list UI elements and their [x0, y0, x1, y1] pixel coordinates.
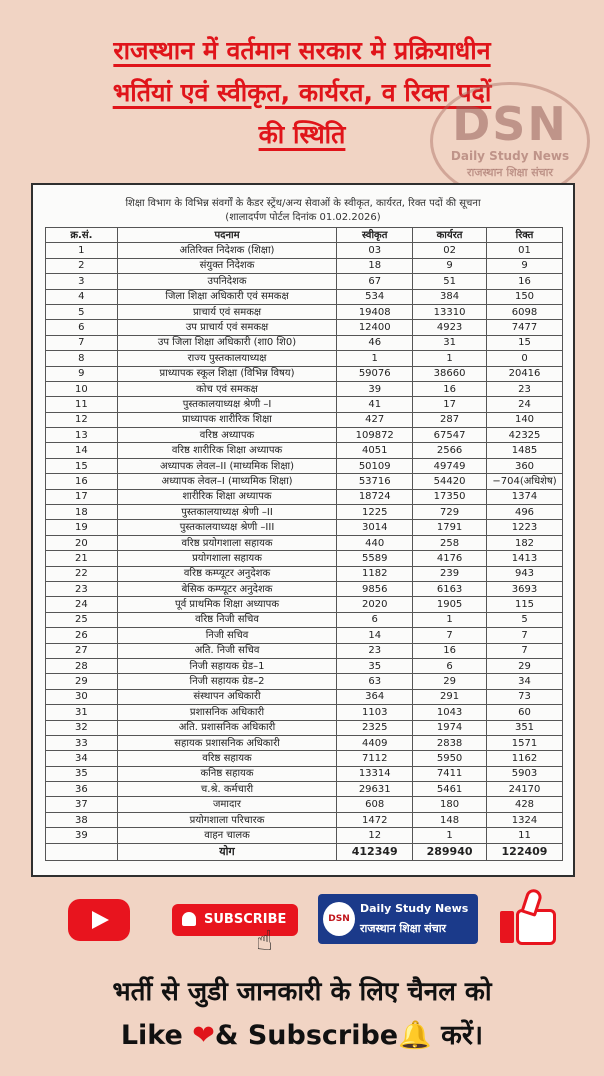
- row-working: 1974: [413, 720, 487, 735]
- row-vacant: 24170: [487, 782, 563, 797]
- row-post-name: प्रयोगशाला सहायक: [117, 551, 337, 566]
- row-vacant: 140: [487, 412, 563, 427]
- headline-line-2: भर्तियां एवं स्वीकृत, कार्यरत, व रिक्त पदों: [112, 78, 492, 107]
- row-sanctioned: 1182: [337, 566, 413, 581]
- table-row: [46, 689, 563, 704]
- row-post-name: प्राध्यापक शारीरिक शिक्षा: [117, 412, 337, 427]
- row-sanctioned: 67: [337, 274, 413, 289]
- row-vacant: 0: [487, 351, 563, 366]
- row-post-name: संयुक्त निदेशक: [117, 258, 337, 273]
- row-vacant: 11: [487, 828, 563, 843]
- row-vacant: 496: [487, 505, 563, 520]
- row-serial: 28: [46, 658, 118, 673]
- youtube-icon[interactable]: [68, 899, 130, 941]
- row-serial: 21: [46, 551, 118, 566]
- header-sanctioned: स्वीकृत: [337, 228, 413, 243]
- row-sanctioned: 1472: [337, 812, 413, 827]
- row-sanctioned: 14: [337, 628, 413, 643]
- watermark-logo: DSN: [452, 97, 568, 151]
- table-row: [46, 458, 563, 473]
- row-working: 6: [413, 658, 487, 673]
- row-working: 287: [413, 412, 487, 427]
- row-serial: 6: [46, 320, 118, 335]
- row-working: 51: [413, 274, 487, 289]
- table-row: [46, 351, 563, 366]
- watermark-name-hi: राजस्थान शिक्षा संचार: [466, 166, 554, 179]
- row-vacant: 01: [487, 243, 563, 258]
- row-working: 180: [413, 797, 487, 812]
- row-serial: 11: [46, 397, 118, 412]
- row-vacant: 351: [487, 720, 563, 735]
- total-working: 289940: [413, 843, 487, 860]
- row-sanctioned: 46: [337, 335, 413, 350]
- row-serial: 10: [46, 381, 118, 396]
- row-vacant: 24: [487, 397, 563, 412]
- row-sanctioned: 63: [337, 674, 413, 689]
- row-serial: 30: [46, 689, 118, 704]
- table-row: [46, 505, 563, 520]
- row-post-name: जमादार: [117, 797, 337, 812]
- table-row: [46, 766, 563, 781]
- row-working: 1791: [413, 520, 487, 535]
- hand-cursor-icon: ☝: [256, 924, 274, 957]
- row-vacant: 182: [487, 535, 563, 550]
- row-post-name: पुस्तकालयाध्यक्ष श्रेणी –I: [117, 397, 337, 412]
- table-row: [46, 397, 563, 412]
- bell-icon: [182, 912, 196, 926]
- row-post-name: प्रशासनिक अधिकारी: [117, 705, 337, 720]
- row-post-name: अध्यापक लेवल–II (माध्यमिक शिक्षा): [117, 458, 337, 473]
- row-serial: 16: [46, 474, 118, 489]
- row-vacant: 150: [487, 289, 563, 304]
- row-serial: 38: [46, 812, 118, 827]
- row-vacant: 3693: [487, 581, 563, 596]
- row-post-name: वरिष्ठ सहायक: [117, 751, 337, 766]
- row-working: 31: [413, 335, 487, 350]
- row-post-name: सहायक प्रशासनिक अधिकारी: [117, 735, 337, 750]
- footer-cta: [0, 972, 604, 1058]
- row-vacant: 115: [487, 597, 563, 612]
- table-row: [46, 535, 563, 550]
- row-serial: 12: [46, 412, 118, 427]
- row-working: 13310: [413, 304, 487, 319]
- row-serial: 32: [46, 720, 118, 735]
- row-vacant: 1485: [487, 443, 563, 458]
- row-vacant: 16: [487, 274, 563, 289]
- table-row: [46, 320, 563, 335]
- channel-logo: DSN: [323, 902, 355, 936]
- row-serial: 4: [46, 289, 118, 304]
- row-serial: 34: [46, 751, 118, 766]
- table-header-row: [46, 228, 563, 243]
- row-vacant: 1374: [487, 489, 563, 504]
- heart-icon: ❤: [192, 1020, 215, 1051]
- row-serial: 19: [46, 520, 118, 535]
- table-row: [46, 612, 563, 627]
- row-sanctioned: 2020: [337, 597, 413, 612]
- table-row: [46, 658, 563, 673]
- total-vacant: 122409: [487, 843, 563, 860]
- row-vacant: 60: [487, 705, 563, 720]
- row-working: 9: [413, 258, 487, 273]
- row-serial: 1: [46, 243, 118, 258]
- row-post-name: प्राध्यापक स्कूल शिक्षा (विभिन्न विषय): [117, 366, 337, 381]
- row-sanctioned: 23: [337, 643, 413, 658]
- row-sanctioned: 35: [337, 658, 413, 673]
- bell-emoji-icon: 🔔: [398, 1020, 432, 1051]
- row-working: 2566: [413, 443, 487, 458]
- row-vacant: 1223: [487, 520, 563, 535]
- row-sanctioned: 59076: [337, 366, 413, 381]
- table-row: [46, 520, 563, 535]
- row-sanctioned: 2325: [337, 720, 413, 735]
- table-row: [46, 674, 563, 689]
- row-working: 29: [413, 674, 487, 689]
- vacancy-table: [45, 227, 563, 861]
- row-sanctioned: 534: [337, 289, 413, 304]
- row-serial: 25: [46, 612, 118, 627]
- vacancy-document: [31, 183, 575, 877]
- row-post-name: वरिष्ठ प्रयोगशाला सहायक: [117, 535, 337, 550]
- table-row: [46, 412, 563, 427]
- channel-name-hi: राजस्थान शिक्षा संचार: [360, 922, 447, 935]
- row-vacant: 9: [487, 258, 563, 273]
- row-vacant: 7477: [487, 320, 563, 335]
- row-vacant: 5: [487, 612, 563, 627]
- document-title-line-1: शिक्षा विभाग के विभिन्न संवर्गों के कैडर स्ट्रेंथ/अन्य सेवाओं के स्वीकृत, कार्यरत, रिक्त पदों की सूचना: [125, 198, 481, 209]
- row-post-name: राज्य पुस्तकालयाध्यक्ष: [117, 351, 337, 366]
- row-working: 38660: [413, 366, 487, 381]
- row-vacant: 360: [487, 458, 563, 473]
- table-row: [46, 243, 563, 258]
- row-working: 729: [413, 505, 487, 520]
- table-row: [46, 274, 563, 289]
- row-working: 4923: [413, 320, 487, 335]
- row-working: 1: [413, 351, 487, 366]
- table-row: [46, 335, 563, 350]
- row-sanctioned: 12: [337, 828, 413, 843]
- row-working: 16: [413, 643, 487, 658]
- row-sanctioned: 364: [337, 689, 413, 704]
- row-sanctioned: 1103: [337, 705, 413, 720]
- row-post-name: अध्यापक लेवल–I (माध्यमिक शिक्षा): [117, 474, 337, 489]
- row-sanctioned: 1225: [337, 505, 413, 520]
- table-row: [46, 628, 563, 643]
- row-sanctioned: 109872: [337, 428, 413, 443]
- table-row: [46, 828, 563, 843]
- row-serial: 33: [46, 735, 118, 750]
- row-working: 17350: [413, 489, 487, 504]
- row-post-name: शारीरिक शिक्षा अध्यापक: [117, 489, 337, 504]
- row-vacant: −704(अधिशेष): [487, 474, 563, 489]
- row-sanctioned: 18724: [337, 489, 413, 504]
- row-vacant: 7: [487, 643, 563, 658]
- row-sanctioned: 7112: [337, 751, 413, 766]
- row-post-name: उप जिला शिक्षा अधिकारी (शा0 शि0): [117, 335, 337, 350]
- row-working: 1: [413, 828, 487, 843]
- row-working: 7: [413, 628, 487, 643]
- document-title: [45, 197, 561, 225]
- row-post-name: पूर्व प्राथमिक शिक्षा अध्यापक: [117, 597, 337, 612]
- row-serial: 31: [46, 705, 118, 720]
- row-working: 67547: [413, 428, 487, 443]
- row-sanctioned: 4051: [337, 443, 413, 458]
- table-row: [46, 797, 563, 812]
- row-sanctioned: 39: [337, 381, 413, 396]
- row-working: 6163: [413, 581, 487, 596]
- footer-line-2: [0, 1014, 604, 1058]
- row-post-name: कनिष्ठ सहायक: [117, 766, 337, 781]
- row-serial: 26: [46, 628, 118, 643]
- subscribe-label: SUBSCRIBE: [204, 912, 287, 927]
- row-working: 02: [413, 243, 487, 258]
- row-sanctioned: 6: [337, 612, 413, 627]
- table-row: [46, 705, 563, 720]
- social-icon-row: [0, 885, 604, 955]
- headline-line-3: की स्थिति: [258, 120, 346, 149]
- thumbs-up-icon[interactable]: [500, 889, 560, 947]
- table-row: [46, 812, 563, 827]
- row-vacant: 15: [487, 335, 563, 350]
- row-serial: 7: [46, 335, 118, 350]
- row-post-name: जिला शिक्षा अधिकारी एवं समकक्ष: [117, 289, 337, 304]
- row-post-name: पुस्तकालयाध्यक्ष श्रेणी –II: [117, 505, 337, 520]
- row-working: 1: [413, 612, 487, 627]
- row-serial: 29: [46, 674, 118, 689]
- table-row: [46, 443, 563, 458]
- row-serial: 37: [46, 797, 118, 812]
- row-sanctioned: 9856: [337, 581, 413, 596]
- row-working: 291: [413, 689, 487, 704]
- subscribe-text: & Subscribe: [214, 1020, 399, 1051]
- row-post-name: वरिष्ठ निजी सचिव: [117, 612, 337, 627]
- total-serial-cell: [46, 843, 118, 860]
- row-working: 1043: [413, 705, 487, 720]
- table-row: [46, 735, 563, 750]
- row-post-name: वरिष्ठ कम्प्यूटर अनुदेशक: [117, 566, 337, 581]
- row-sanctioned: 03: [337, 243, 413, 258]
- table-body: [46, 243, 563, 843]
- table-row: [46, 720, 563, 735]
- total-label: योग: [117, 843, 337, 860]
- row-sanctioned: 50109: [337, 458, 413, 473]
- row-vacant: 1413: [487, 551, 563, 566]
- row-sanctioned: 13314: [337, 766, 413, 781]
- row-post-name: कोच एवं समकक्ष: [117, 381, 337, 396]
- row-sanctioned: 19408: [337, 304, 413, 319]
- document-title-line-2: (शालादर्पण पोर्टल दिनांक 01.02.2026): [225, 212, 381, 223]
- row-serial: 20: [46, 535, 118, 550]
- row-serial: 8: [46, 351, 118, 366]
- row-serial: 2: [46, 258, 118, 273]
- row-working: 4176: [413, 551, 487, 566]
- row-post-name: उपनिदेशक: [117, 274, 337, 289]
- row-post-name: प्रयोगशाला परिचारक: [117, 812, 337, 827]
- row-serial: 35: [46, 766, 118, 781]
- table-total-row: [46, 843, 563, 860]
- row-post-name: प्राचार्य एवं समकक्ष: [117, 304, 337, 319]
- channel-name-en: Daily Study News: [360, 902, 469, 915]
- row-serial: 23: [46, 581, 118, 596]
- footer-line-1: भर्ती से जुडी जानकारी के लिए चैनल को: [112, 977, 492, 1007]
- header-serial: क्र.सं.: [46, 228, 118, 243]
- row-serial: 13: [46, 428, 118, 443]
- table-row: [46, 289, 563, 304]
- row-working: 148: [413, 812, 487, 827]
- row-sanctioned: 3014: [337, 520, 413, 535]
- table-row: [46, 643, 563, 658]
- row-working: 2838: [413, 735, 487, 750]
- row-sanctioned: 12400: [337, 320, 413, 335]
- header-post-name: पदनाम: [117, 228, 337, 243]
- row-working: 5461: [413, 782, 487, 797]
- row-serial: 15: [46, 458, 118, 473]
- row-post-name: वरिष्ठ शारीरिक शिक्षा अध्यापक: [117, 443, 337, 458]
- row-vacant: 7: [487, 628, 563, 643]
- row-sanctioned: 608: [337, 797, 413, 812]
- watermark-name-en: Daily Study News: [450, 149, 570, 163]
- row-serial: 3: [46, 274, 118, 289]
- row-vacant: 1162: [487, 751, 563, 766]
- row-working: 258: [413, 535, 487, 550]
- row-working: 384: [413, 289, 487, 304]
- header-vacant: रिक्त: [487, 228, 563, 243]
- row-working: 54420: [413, 474, 487, 489]
- table-row: [46, 782, 563, 797]
- row-working: 7411: [413, 766, 487, 781]
- table-row: [46, 304, 563, 319]
- table-row: [46, 366, 563, 381]
- row-serial: 24: [46, 597, 118, 612]
- row-post-name: वरिष्ठ अध्यापक: [117, 428, 337, 443]
- row-post-name: उप प्राचार्य एवं समकक्ष: [117, 320, 337, 335]
- row-vacant: 23: [487, 381, 563, 396]
- row-post-name: अतिरिक्त निदेशक (शिक्षा): [117, 243, 337, 258]
- row-sanctioned: 1: [337, 351, 413, 366]
- row-post-name: अति. निजी सचिव: [117, 643, 337, 658]
- row-serial: 14: [46, 443, 118, 458]
- row-serial: 36: [46, 782, 118, 797]
- row-serial: 27: [46, 643, 118, 658]
- row-vacant: 943: [487, 566, 563, 581]
- table-row: [46, 428, 563, 443]
- table-row: [46, 381, 563, 396]
- row-working: 49749: [413, 458, 487, 473]
- row-sanctioned: 440: [337, 535, 413, 550]
- total-sanctioned: 412349: [337, 843, 413, 860]
- table-row: [46, 551, 563, 566]
- table-row: [46, 474, 563, 489]
- row-vacant: 34: [487, 674, 563, 689]
- table-row: [46, 597, 563, 612]
- row-working: 16: [413, 381, 487, 396]
- row-post-name: निजी सहायक ग्रेड–1: [117, 658, 337, 673]
- table-row: [46, 489, 563, 504]
- row-serial: 9: [46, 366, 118, 381]
- row-vacant: 1324: [487, 812, 563, 827]
- table-row: [46, 751, 563, 766]
- row-post-name: वाहन चालक: [117, 828, 337, 843]
- table-row: [46, 581, 563, 596]
- row-vacant: 20416: [487, 366, 563, 381]
- row-sanctioned: 427: [337, 412, 413, 427]
- row-vacant: 1571: [487, 735, 563, 750]
- row-sanctioned: 18: [337, 258, 413, 273]
- row-sanctioned: 53716: [337, 474, 413, 489]
- row-post-name: च.श्रे. कर्मचारी: [117, 782, 337, 797]
- row-serial: 17: [46, 489, 118, 504]
- header-working: कार्यरत: [413, 228, 487, 243]
- row-post-name: पुस्तकालयाध्यक्ष श्रेणी –III: [117, 520, 337, 535]
- row-sanctioned: 4409: [337, 735, 413, 750]
- row-vacant: 29: [487, 658, 563, 673]
- row-working: 5950: [413, 751, 487, 766]
- row-vacant: 5903: [487, 766, 563, 781]
- row-vacant: 42325: [487, 428, 563, 443]
- channel-badge[interactable]: [318, 894, 478, 944]
- row-working: 17: [413, 397, 487, 412]
- table-row: [46, 258, 563, 273]
- row-vacant: 73: [487, 689, 563, 704]
- row-working: 1905: [413, 597, 487, 612]
- row-sanctioned: 5589: [337, 551, 413, 566]
- row-post-name: बेसिक कम्प्यूटर अनुदेशक: [117, 581, 337, 596]
- row-post-name: निजी सचिव: [117, 628, 337, 643]
- row-post-name: निजी सहायक ग्रेड–2: [117, 674, 337, 689]
- row-working: 239: [413, 566, 487, 581]
- row-serial: 39: [46, 828, 118, 843]
- row-serial: 5: [46, 304, 118, 319]
- row-vacant: 6098: [487, 304, 563, 319]
- headline-line-1: राजस्थान में वर्तमान सरकार मे प्रक्रियाधीन: [113, 36, 491, 65]
- table-row: [46, 566, 563, 581]
- like-text: Like: [120, 1020, 183, 1051]
- row-post-name: अति. प्रशासनिक अधिकारी: [117, 720, 337, 735]
- karen-text: करें।: [441, 1020, 484, 1051]
- row-serial: 18: [46, 505, 118, 520]
- row-post-name: संस्थापन अधिकारी: [117, 689, 337, 704]
- row-sanctioned: 29631: [337, 782, 413, 797]
- row-sanctioned: 41: [337, 397, 413, 412]
- row-serial: 22: [46, 566, 118, 581]
- row-vacant: 428: [487, 797, 563, 812]
